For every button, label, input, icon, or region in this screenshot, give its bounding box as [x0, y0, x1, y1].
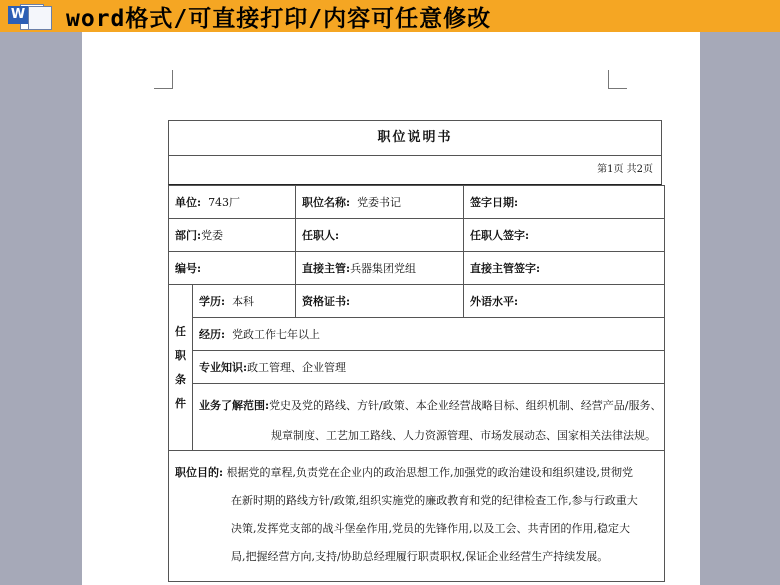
scope-cell	[193, 384, 665, 451]
certificate-cell	[296, 285, 464, 318]
holder-sign-label: 任职人签字:	[470, 229, 530, 242]
scope-line-1: 党史及党的路线、方针/政策、本企业经营战略目标、组织机制、经营产品/服务、	[269, 399, 662, 412]
unit-label: 单位:	[175, 196, 202, 209]
position-label: 职位名称:	[302, 196, 351, 209]
knowledge-label: 专业知识:	[199, 361, 248, 374]
holder-cell	[296, 219, 464, 252]
dept-value: 党委	[201, 229, 224, 242]
sign-date-label: 签字日期:	[470, 196, 519, 209]
education-value: 本科	[232, 295, 255, 308]
table-row	[169, 318, 665, 351]
purpose-line-3: 决策,发挥党支部的战斗堡垒作用,党员的先锋作用,以及工会、共青团的作用,稳定大	[231, 522, 630, 535]
knowledge-cell	[193, 351, 665, 384]
dept-label: 部门:	[175, 229, 202, 242]
supervisor-label: 直接主管:	[302, 262, 351, 275]
job-description-form	[168, 120, 662, 582]
purpose-cell	[169, 451, 665, 582]
certificate-label: 资格证书:	[302, 295, 351, 308]
language-label: 外语水平:	[470, 295, 519, 308]
side-char: 职	[175, 348, 186, 362]
table-row	[169, 186, 665, 219]
language-cell	[464, 285, 665, 318]
word-document-icon	[6, 2, 56, 30]
supervisor-value: 兵器集团党组	[350, 262, 417, 275]
supervisor-sign-label: 直接主管签字:	[470, 262, 541, 275]
holder-sign-cell	[464, 219, 665, 252]
holder-label: 任职人:	[302, 229, 340, 242]
word-icon-letter: W	[8, 6, 28, 24]
top-banner	[0, 0, 780, 32]
experience-cell	[193, 318, 665, 351]
experience-label: 经历:	[199, 328, 226, 341]
unit-cell	[169, 186, 296, 219]
position-value: 党委书记	[357, 196, 402, 209]
code-cell	[169, 252, 296, 285]
table-row	[169, 451, 665, 582]
qualification-side-label	[169, 285, 193, 451]
table-row	[169, 252, 665, 285]
table-row	[169, 219, 665, 252]
purpose-line-1: 根据党的章程,负责党在企业内的政治思想工作,加强党的政治建设和组织建设,贯彻党	[226, 466, 634, 479]
code-label: 编号:	[175, 262, 202, 275]
table-row	[169, 384, 665, 451]
table-row	[169, 351, 665, 384]
purpose-line-2: 在新时期的路线方针/政策,组织实施党的廉政教育和党的纪律检查工作,参与行政重大	[231, 494, 638, 507]
education-cell	[193, 285, 296, 318]
document-page	[82, 32, 700, 585]
side-char: 任	[175, 324, 186, 338]
supervisor-cell	[296, 252, 464, 285]
position-cell	[296, 186, 464, 219]
unit-value: 743厂	[208, 196, 241, 209]
document-title: 职位说明书	[168, 120, 662, 155]
purpose-line-4: 局,把握经营方向,支持/协助总经理履行职责职权,保证企业经营生产持续发展。	[231, 550, 609, 563]
knowledge-value: 政工管理、企业管理	[247, 361, 347, 374]
info-table	[168, 185, 665, 582]
crop-mark-top-left	[154, 70, 173, 89]
banner-text: word格式/可直接打印/内容可任意修改	[66, 5, 492, 32]
dept-cell	[169, 219, 296, 252]
crop-mark-top-right	[608, 70, 627, 89]
education-label: 学历:	[199, 295, 226, 308]
side-char: 条	[175, 372, 186, 386]
scope-label: 业务了解范围:	[199, 399, 270, 412]
table-row	[169, 285, 665, 318]
experience-value: 党政工作七年以上	[232, 328, 321, 341]
purpose-label: 职位目的:	[175, 466, 224, 479]
page-number: 第1页 共2页	[168, 155, 662, 185]
supervisor-sign-cell	[464, 252, 665, 285]
sign-date-cell	[464, 186, 665, 219]
side-char: 件	[175, 396, 186, 410]
scope-line-2: 规章制度、工艺加工路线、人力资源管理、市场发展动态、国家相关法律法规。	[271, 429, 656, 442]
